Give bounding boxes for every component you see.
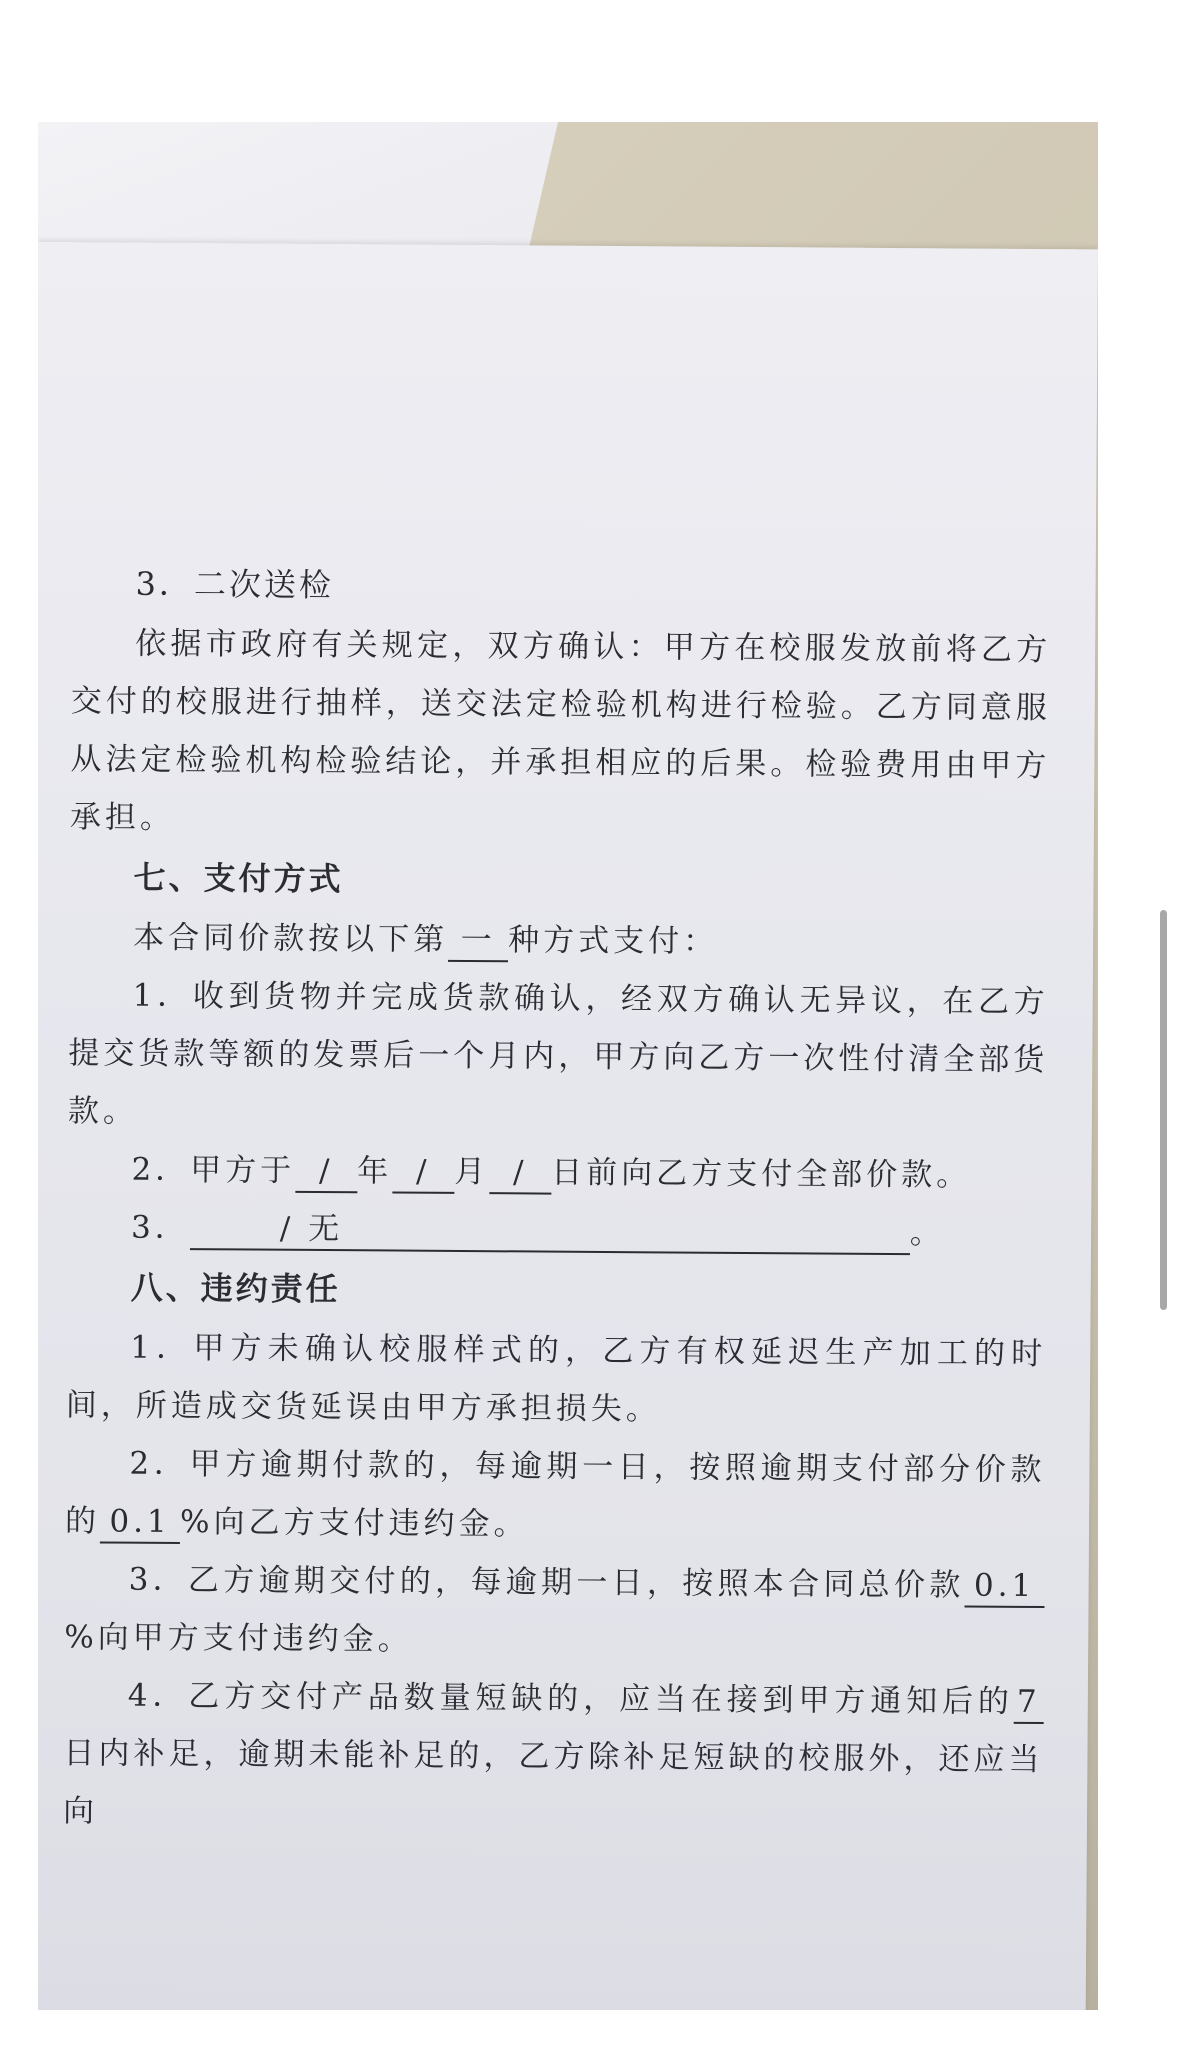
payment-item-2-prefix: 2．甲方于 <box>131 1151 296 1189</box>
liability-item-3-prefix: 3．乙方逾期交付的，每逾期一日，按照本合同总价款 <box>128 1561 965 1604</box>
clause-3-body: 依据市政府有关规定，双方确认：甲方在校服发放前将乙方交付的校服进行抽样，送交法定检验机构进行检验。乙方同意服从法定检验机构检验结论，并承担相应的后果。检验费用由甲方承担。 <box>69 625 1052 836</box>
liability-item-1: 1．甲方未确认校服样式的，乙方有权延迟生产加工的时间，所造成交货延误由甲方承担损失。 <box>65 1329 1047 1428</box>
shortage-days: 7 <box>1014 1682 1044 1724</box>
payment-item-3-blank: / 无 <box>190 1208 910 1255</box>
section-7-intro-prefix: 本合同价款按以下第 <box>133 919 449 958</box>
payment-item-3-prefix: 3． <box>130 1209 190 1247</box>
section-8-heading: 八、违约责任 <box>130 1268 341 1309</box>
liability-item-4 <box>63 1666 1044 1847</box>
document-photo <box>38 122 1098 2010</box>
payment-method-choice: 一 <box>448 920 508 962</box>
section-7-intro-suffix: 种方式支付： <box>508 922 719 960</box>
liability-item-2 <box>65 1434 1046 1557</box>
payment-day-blank: / <box>489 1152 551 1194</box>
liability-item-3-suffix: %向甲方支付违约金。 <box>64 1619 413 1658</box>
payment-item-2-suffix: 日前向乙方支付全部价款。 <box>551 1154 972 1194</box>
liability-item-4-suffix: 日内补足，逾期未能补足的，乙方除补足短缺的校服外，还应当向 <box>62 1735 1044 1830</box>
late-delivery-rate: 0.1 <box>964 1566 1044 1609</box>
liability-item-2-prefix: 2．甲方逾期付款的，每逾期一日，按照逾期支付部分价款的 <box>64 1445 1046 1540</box>
late-payment-rate: 0.1 <box>100 1501 180 1544</box>
payment-month-blank: / <box>392 1151 454 1193</box>
payment-year-blank: / <box>295 1151 357 1193</box>
payment-item-1: 1．收到货物并完成货款确认，经双方确认无异议，在乙方提交货款等额的发票后一个月内，甲方向乙方一次性付清全部货款。 <box>67 977 1049 1130</box>
section-7-heading: 七、支付方式 <box>133 858 344 899</box>
contract-page <box>38 242 1098 2010</box>
contract-text <box>63 552 1052 1847</box>
payment-item-3 <box>67 1198 1047 1263</box>
payment-item-3-suffix: 。 <box>909 1215 945 1252</box>
liability-item-3 <box>64 1550 1045 1673</box>
clause-3-title: 3．二次送检 <box>135 564 335 605</box>
section-7-intro <box>69 908 1049 973</box>
liability-item-2-suffix: %向乙方支付违约金。 <box>179 1504 529 1543</box>
scrollbar-thumb[interactable] <box>1160 910 1167 1310</box>
payment-year-label: 年 <box>357 1153 393 1190</box>
payment-month-label: 月 <box>454 1153 490 1191</box>
payment-item-2 <box>67 1140 1047 1205</box>
liability-item-4-prefix: 4．乙方交付产品数量短缺的，应当在接到甲方通知后的 <box>127 1677 1014 1720</box>
